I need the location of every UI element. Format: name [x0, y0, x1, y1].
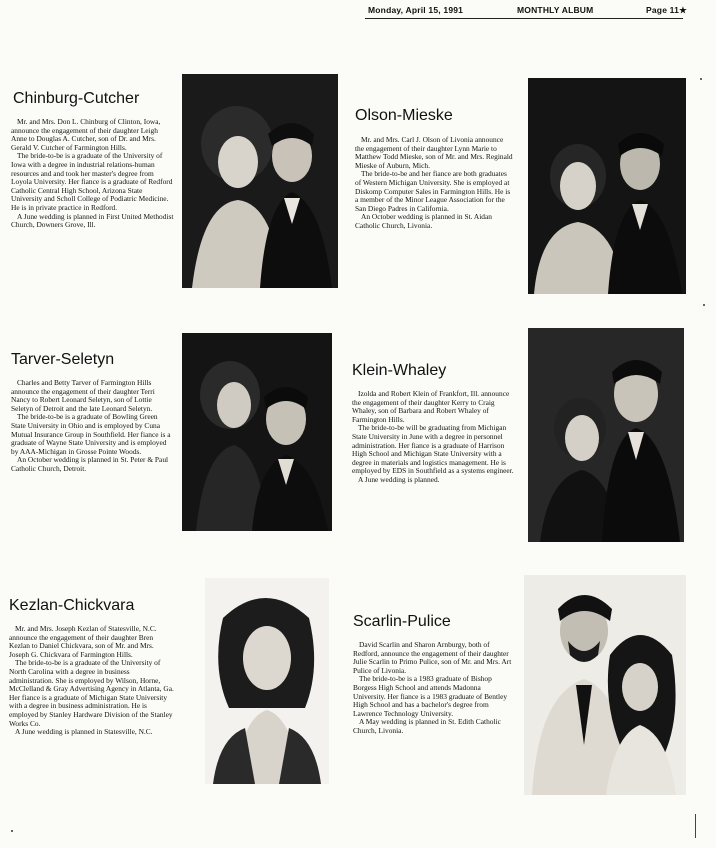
couple-photo — [528, 328, 684, 542]
paragraph: A June wedding is planned in Statesville, N.C. — [15, 727, 153, 737]
announcement-title: Tarver-Seletyn — [11, 351, 115, 368]
couple-photo — [182, 74, 338, 288]
scan-speck — [11, 830, 13, 832]
announcement-title: Scarlin-Pulice — [353, 613, 451, 630]
announcement-title: Kezlan-Chickvara — [9, 597, 135, 614]
announcement-title: Chinburg-Cutcher — [13, 90, 140, 107]
paragraph: Mr. and Mrs. Carl J. Olson of Livonia announce the engagement of their daughter Lynn Marie to Matthew Todd Mieske, son of Mr. and Mrs. Reginald Mieske of Auburn, Mich. — [355, 135, 513, 170]
paragraph: The bride-to-be will be graduating from Michigan State University in June with a degree in personnel administration. Her fiance is a graduate of Harrison High School and Michigan State University with a degree in materials and logistics management. He is employed by EDS in Southfield as a systems engineer. — [352, 423, 514, 476]
paragraph: The bride-to-be is a graduate of Bowling Green State University in Ohio and is employed by Cuna Mutual Insurance Group in Southfield. Her fiance is a graduate of Wayne State University and is employed by AAA-Michigan in Grosse Pointe Woods. — [11, 412, 171, 456]
announcement-text — [11, 379, 174, 474]
paragraph: An October wedding is planned in St. Aidan Catholic Church, Livonia. — [355, 212, 492, 230]
announcement-title: Klein-Whaley — [352, 362, 447, 379]
couple-photo — [182, 333, 332, 531]
announcement-text — [11, 118, 174, 230]
paragraph: Mr. and Mrs. Don L. Chinburg of Clinton, Iowa, announce the engagement of their daughter Leigh Anne to Douglas A. Cutcher, son of Dr. and Mrs. Gerald V. Cutcher of Farmington Hills. — [11, 117, 161, 152]
paragraph: Charles and Betty Tarver of Farmington Hills announce the engagement of their daughter Terri Nancy to Robert Leonard Seletyn, son of Lottie Seletyn of Detroit and the late Leonard Seletyn. — [11, 378, 155, 413]
margin-mark — [695, 814, 696, 838]
paragraph: David Scarlin and Sharon Arnburgy, both of Redford, announce the engagement of their daughter Julie Scarlin to Primo Pulice, son of Mr. and Mrs. Art Pulice of Livonia. — [353, 640, 512, 675]
paragraph: The bride-to-be is a 1983 graduate of Bishop Borgess High School and attends Madonna University. Her fiance is a 1983 graduate of Bentley High School and has a bachelor's degree from Lawrence Technology University. — [353, 674, 508, 718]
announcement-title: Olson-Mieske — [355, 107, 453, 124]
paragraph: The bride-to-be and her fiance are both graduates of Western Michigan University. She is employed at Diskomp Computer Sales in Farmington Hills. He is a member of the Minor League Association for the San Diego Padres in California. — [355, 169, 511, 213]
paragraph: Izolda and Robert Klein of Frankfort, Ill. announce the engagement of their daughter Kerry to Craig Whaley, son of Barbara and Robert Whaley of Farmington Hills. — [352, 389, 510, 424]
paragraph: A June wedding is planned in First United Methodist Church, Downers Grove, Ill. — [11, 211, 174, 230]
announcement-text — [9, 625, 175, 737]
announcement-text — [355, 136, 513, 231]
paragraph: The bride-to-be is a graduate of the University of Iowa with a degree in industrial relations-human resources and and took her master's degree from Loyola University. Her fiance is a graduate of Redford Catholic Central High School, Arizona State University and Scholl College of Podiatric Medicine. He is in private practice in Redford. — [11, 151, 173, 212]
paragraph: The bride-to-be is a graduate of the University of North Carolina with a degree in business administration. She is employed by Wilson, Horne, McClelland & Gray Advertising Agency in Atlanta, Ga. Her fiance is a graduate of Michigan State University with a degree in business administration. He is employed by Stanley Hardware Division of the Stanley Works Co. — [9, 658, 174, 728]
header-rule — [365, 18, 683, 19]
header-page: Page 11★ — [646, 5, 687, 15]
announcement-text — [352, 390, 514, 485]
header-section: MONTHLY ALBUM — [517, 5, 594, 15]
couple-photo — [524, 575, 686, 795]
scan-speck — [700, 78, 702, 80]
announcement-text — [353, 641, 513, 736]
paragraph: An October wedding is planned in St. Peter & Paul Catholic Church, Detroit. — [11, 455, 169, 473]
bride-photo — [205, 578, 329, 784]
paragraph: A May wedding is planned in St. Edith Catholic Church, Livonia. — [353, 717, 501, 735]
scan-speck — [703, 304, 705, 306]
paragraph: A June wedding is planned. — [358, 474, 440, 484]
couple-photo — [528, 78, 686, 294]
header-date: Monday, April 15, 1991 — [368, 5, 464, 15]
paragraph: Mr. and Mrs. Joseph Kezlan of Statesville, N.C. announce the engagement of their daughter Bren Kezlan to Daniel Chickvara, son of Mr. and Mrs. Joseph G. Chickvara of Farmington Hills. — [9, 624, 157, 659]
